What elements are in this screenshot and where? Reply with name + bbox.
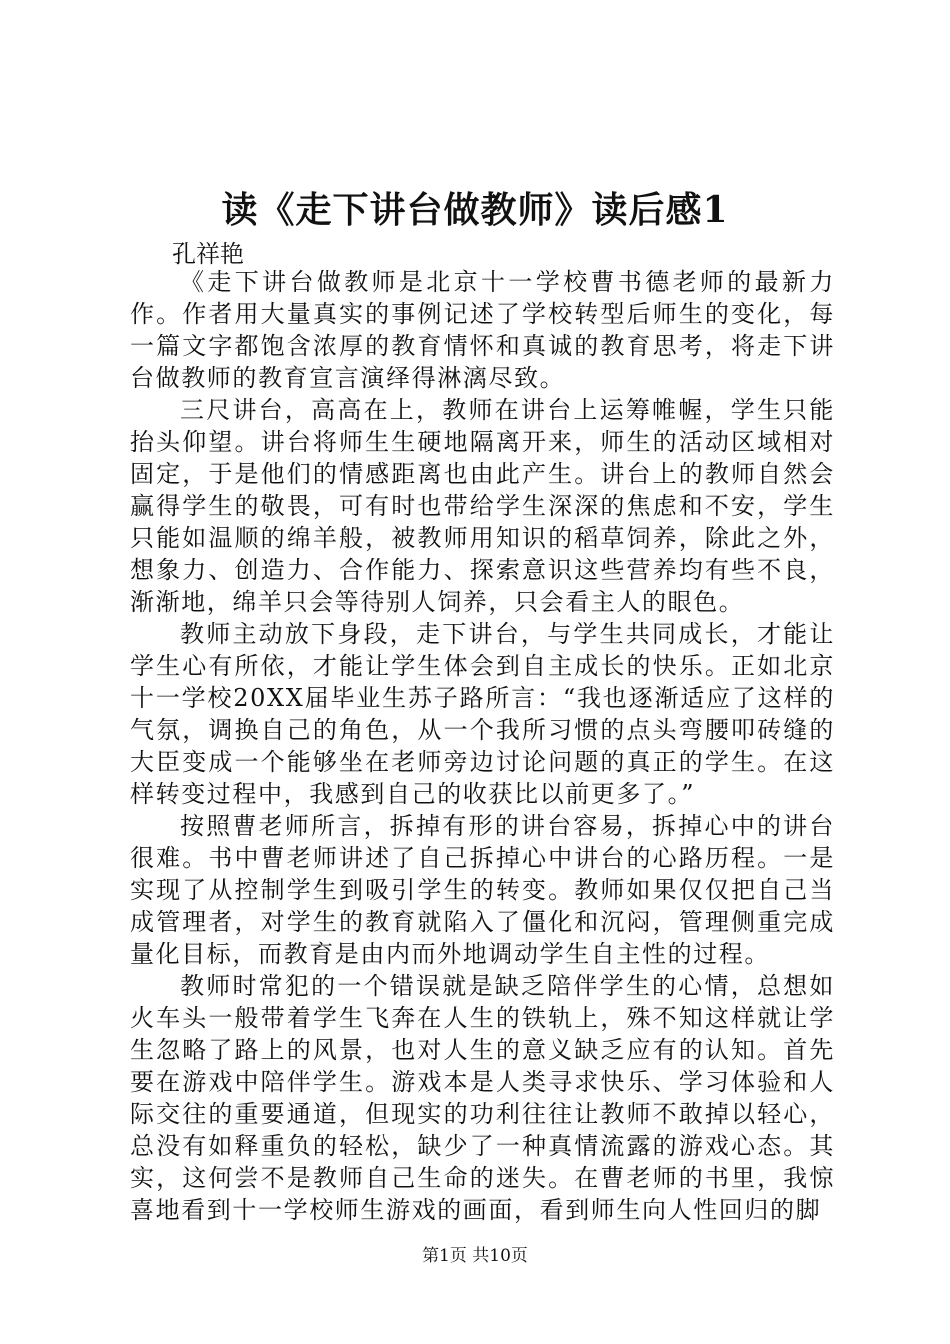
paragraph: 教师时常犯的一个错误就是缺乏陪伴学生的心情，总想如火车头一般带着学生飞奔在人生的铁轨上，殊不知这样就让学生忽略了路上的风景，也对人生的意义缺乏应有的认知。首先要在游戏中陪伴学生。游戏本是人类寻求快乐、学习体验和人际交往的重要通道，但现实的功利往往让教师不敢掉以轻心，总没有如释重负的轻松，缺少了一种真情流露的游戏心态。其实，这何尝不是教师自己生命的迷失。在曹老师的书里，我惊喜地看到十一学校师生游戏的画面，看到师生向人性回归的脚 — [130, 972, 835, 1224]
author-name: 孔祥艳 — [172, 240, 244, 268]
page-footer: 第1页 共10页 — [422, 1246, 528, 1266]
paragraph: 《走下讲台做教师是北京十一学校曹书德老师的最新力作。作者用大量真实的事例记述了学校转型后师生的变化，每一篇文字都饱含浓厚的教育情怀和真诚的教育思考，将走下讲台做教师的教育宣言演绎得淋漓尽致。 — [130, 268, 835, 392]
document-title: 读《走下讲台做教师》读后感1 — [221, 189, 729, 231]
paragraph: 按照曹老师所言，拆掉有形的讲台容易，拆掉心中的讲台很难。书中曹老师讲述了自己拆掉心中讲台的心路历程。一是实现了从控制学生到吸引学生的转变。教师如果仅仅把自己当成管理者，对学生的教育就陷入了僵化和沉闷，管理侧重完成量化目标，而教育是由内而外地调动学生自主性的过程。 — [130, 812, 835, 968]
paragraph: 三尺讲台，高高在上，教师在讲台上运筹帷幄，学生只能抬头仰望。讲台将师生生硬地隔离开来，师生的活动区域相对固定，于是他们的情感距离也由此产生。讲台上的教师自然会赢得学生的敬畏，可有时也带给学生深深的焦虑和不安，学生只能如温顺的绵羊般，被教师用知识的稻草饲养，除此之外，想象力、创造力、合作能力、探索意识这些营养均有些不良，渐渐地，绵羊只会等待别人饲养，只会看主人的眼色。 — [130, 396, 835, 616]
document-body — [130, 266, 835, 1226]
paragraph: 教师主动放下身段，走下讲台，与学生共同成长，才能让学生心有所依，才能让学生体会到自主成长的快乐。正如北京十一学校20XX届毕业生苏子路所言：“我也逐渐适应了这样的气氛，调换自己的角色，从一个我所习惯的点头弯腰叩砖缝的大臣变成一个能够坐在老师旁边讨论问题的真正的学生。在这样转变过程中，我感到自己的收获比以前更多了。” — [130, 620, 835, 808]
